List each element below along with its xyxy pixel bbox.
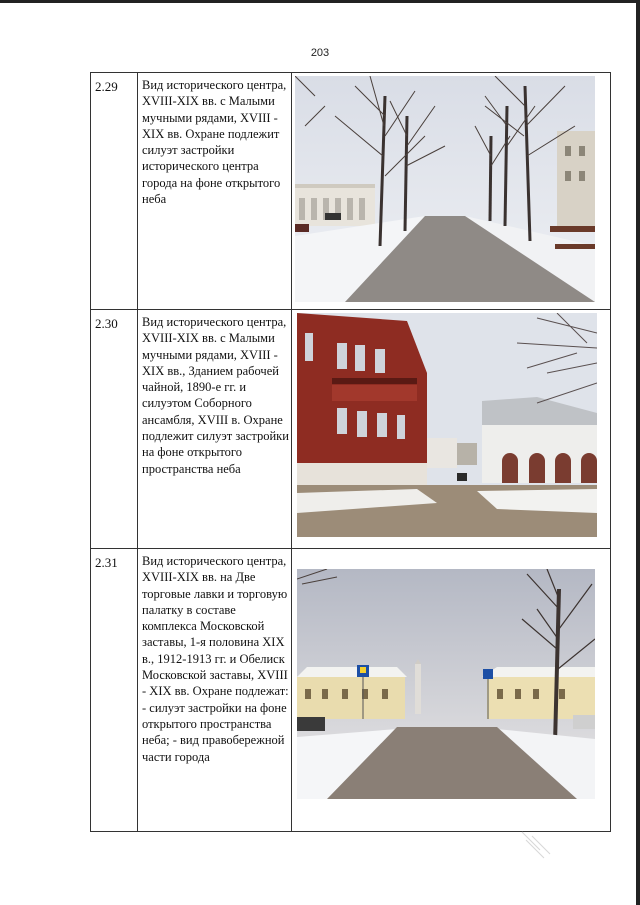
row-description-text: Вид исторического центра, XVIII-XIX вв. с Малыми мучными рядами, XVIII - XIX вв. Охране подлежит силуэт застройки исторического центра города на фоне открытого неба [142, 78, 287, 207]
monuments-table [90, 72, 611, 832]
scan-edge-right [636, 0, 640, 905]
table-row [91, 73, 611, 310]
scan-edge-top [0, 0, 640, 3]
square-obelisk-photo [297, 569, 595, 799]
row-description [138, 73, 292, 310]
photo-image [297, 569, 595, 799]
row-number: 2.29 [91, 73, 138, 310]
table-row [91, 310, 611, 549]
row-number: 2.31 [91, 549, 138, 832]
row-number: 2.30 [91, 310, 138, 549]
row-photo-cell [292, 73, 611, 310]
row-description [138, 310, 292, 549]
row-photo-cell [292, 549, 611, 832]
street-trees-photo [295, 76, 595, 302]
table-row [91, 549, 611, 832]
photo-image [295, 76, 595, 302]
row-description-text: Вид исторического центра, XVIII-XIX вв. на Две торговые лавки и торговую палатку в составе комплекса Московской заставы, 1-я половина XIX в., 1912-1913 гг. и Обелиск Московской заставы, XVIII - XIX вв. Охране подлежат: - силуэт застройки на фоне открытого пространства неба; - вид правобережной части города [142, 554, 289, 764]
row-description-text: Вид исторического центра, XVIII-XIX вв. с Малыми мучными рядами, XVIII - XIX вв., Зданием рабочей чайной, 1890-е гг. и силуэтом Соборного ансамбля, XVIII в. Охране подлежит силуэт застройки на фоне открытого пространства неба [142, 315, 289, 476]
scan-mark-icon [520, 830, 560, 870]
page-number: 203 [310, 47, 330, 59]
photo-image [297, 313, 597, 537]
row-photo-cell [292, 310, 611, 549]
red-building-photo [297, 313, 597, 537]
row-description [138, 549, 292, 832]
